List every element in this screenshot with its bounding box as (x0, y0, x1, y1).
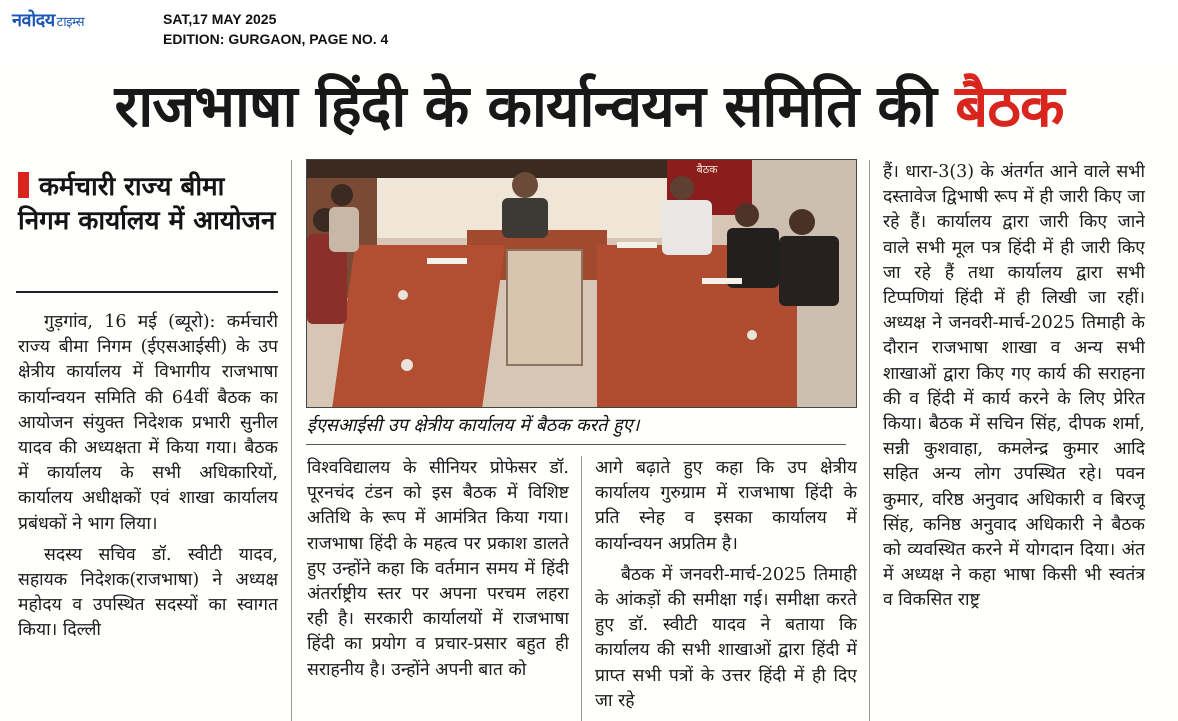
masthead-bar (0, 0, 1178, 58)
paragraph: बैठक में जनवरी-मार्च-2025 तिमाही के आंकड़ों की समीक्षा गई। समीक्षा करते हुए डॉ. स्वीटी यादव ने बताया कि कार्यालय की सभी शाखाओं द्वारा हिंदी में प्राप्त सभी पत्रों के उत्तर हिंदी में ही दिए जा रहे (595, 564, 857, 711)
logo-main-text: नवोदय (12, 10, 55, 31)
edition-info (163, 9, 388, 49)
bullet-square-icon (18, 172, 29, 198)
column-divider (869, 160, 870, 721)
paragraph: सदस्य सचिव डॉ. स्वीटी यादव, सहायक निदेशक(राजभाषा) ने अध्यक्ष महोदय व उपस्थित सदस्यों का स्वागत किया। दिल्ली (18, 544, 278, 641)
subheadline (18, 170, 278, 238)
divider (16, 291, 278, 293)
subheadline-text: कर्मचारी राज्य बीमा निगम कार्यालय में आयोजन (18, 172, 276, 236)
photo-caption: ईएसआईसी उप क्षेत्रीय कार्यालय में बैठक करते हुए। (307, 415, 640, 436)
paragraph: हैं। धारा-3(3) के अंतर्गत आने वाले सभी दस्तावेज द्विभाषी रूप में ही जारी किए जा रहे हैं। कार्यालय द्वारा जारी किए जाने वाले सभी मूल पत्र हिंदी में ही जारी किए जा रहे हैं तथा कार्यालय द्वारा सभी टिप्पणियां हिंदी में ही लिखी जा रहीं। अध्यक्ष ने जनवरी-मार्च-2025 तिमाही के दौरान राजभाषा शाखा व अन्य सभी शाखाओं द्वारा किए गए कार्य की सराहना की व हिंदी में कार्य करने के लिए प्रेरित किया। बैठक में सचिन सिंह, दीपक शर्मा, सन्नी कुशवाहा, कमलेन्द्र कुमार आदि सहित अन्य लोग उपस्थित रहे। पवन कुमार, वरिष्ठ अनुवाद अधिकारी व बिरजू सिंह, कनिष्ठ अनुवाद अधिकारी ने बैठक को व्यवस्थित करने में योगदान दिया। अंत में अध्यक्ष ने कहा भाषा किसी भी स्वतंत्र व विकसित राष्ट्र (883, 162, 1145, 611)
headline-main: राजभाषा हिंदी के कार्यान्वयन समिति की (114, 72, 936, 140)
paragraph: आगे बढ़ाते हुए कहा कि उप क्षेत्रीय कार्यालय गुरुग्राम में राजभाषा हिंदी के प्रति स्नेह व इसका कार्यालय में कार्यान्वयन अप्रतिम है। (595, 458, 857, 554)
publish-date: SAT,17 MAY 2025 (163, 11, 277, 27)
meeting-photo-illustration (307, 160, 856, 407)
paragraph: गुड़गांव, 16 मई (ब्यूरो): कर्मचारी राज्य बीमा निगम (ईएसआईसी) के उप क्षेत्रीय कार्यालय में विभागीय राजभाषा कार्यान्वयन समिति की 64वीं बैठक का आयोजन संयुक्त निदेशक प्रभारी सुनील यादव की अध्यक्षता में किया गया। बैठक में कार्यालय के सभी अधिकारियों, कार्यालय अधीक्षकों एवं शाखा कार्यालय प्रबंधकों ने भाग लिया। (18, 312, 278, 534)
banner-text: बैठक (696, 163, 718, 176)
caption-divider (306, 444, 846, 445)
article-headline (0, 62, 1178, 150)
column-divider (581, 456, 582, 721)
edition-page: EDITION: GURGAON, PAGE NO. 4 (163, 31, 389, 47)
newspaper-logo[interactable] (12, 8, 84, 38)
paragraph: विश्वविद्यालय के सीनियर प्रोफेसर डॉ. पूरनचंद टंडन को इस बैठक में विशिष्ट अतिथि के रूप में आमंत्रित किया गया। राजभाषा हिंदी के महत्व पर प्रकाश डालते हुए उन्होंने कहा कि वर्तमान समय में हिंदी अंतर्राष्ट्रीय स्तर पर अपना परचम लहरा रही है। सरकारी कार्यालयों में राजभाषा हिंदी का प्रयोग व प्रचार-प्रसार बहुत ही सराहनीय है। उन्होंने अपनी बात को (307, 458, 569, 680)
article-column-1 (18, 310, 278, 721)
logo-sub-text: टाइम्स (56, 15, 84, 30)
article-column-4 (883, 160, 1145, 721)
article-column-3 (595, 456, 857, 721)
meeting-photo[interactable] (306, 159, 857, 408)
article-column-2 (307, 456, 569, 721)
column-divider (291, 160, 292, 721)
headline-highlight: बैठक (955, 72, 1064, 140)
